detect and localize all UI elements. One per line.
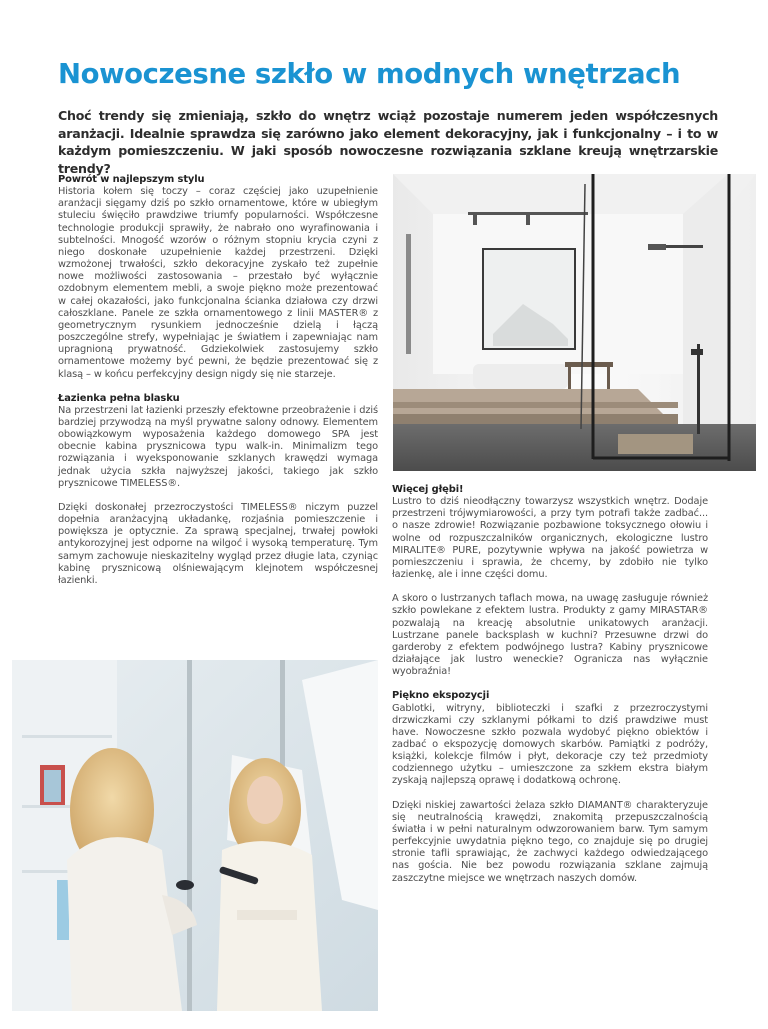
article-lead: Choć trendy się zmieniają, szkło do wnętrz wciąż pozostaje numerem jeden współczesnych aranżacji. Idealnie sprawdza się zarówno jako element dekoracyjny, jak i funkcjonalny – i to w każdym pomieszczeniu. W jaki sposób nowoczesne rozwiązania szklane kreują wnętrzarskie trendy?: [58, 108, 718, 176]
section-heading: Więcej głębi!: [392, 484, 464, 495]
article-title: Nowoczesne szkło w modnych wnętrzach: [58, 58, 681, 90]
section-piekno-ekspozycji: [392, 690, 708, 884]
bathroom-photo: [393, 174, 756, 471]
section-heading: Powrót w najlepszym stylu: [58, 174, 205, 185]
paragraph: Dzięki doskonałej przezroczystości TIMELESS® niczym puzzel dopełnia aranżacyjną układankę, rozjaśnia pomieszczenie i powiększa je optycznie. Za sprawą specjalnej, trwałej powłoki antykorozyjnej jest odporne na wilgoć i wysoką temperaturę. Tym samym zachowuje nieskazitelny wygląd przez długie lata, czyniąc kabinę prysznicową olśniewającym klejnotem współczesnej łazienki.: [58, 501, 378, 586]
section-wiecej-glebi: [392, 484, 708, 678]
paragraph: Historia kołem się toczy – coraz częściej jako uzupełnienie aranżacji sięgamy dziś po szkło ornamentowe, które w ubiegłym stuleciu święciło prawdziwe triumfy popularności. Współczesne technologie produkcji sprawiły, że nabrało ono wyrafinowania i subtelności. Mnogość wzorów o różnym stopniu krycia czyni z niego doskonałe uzupełnienie każdej przestrzeni. Dzięki wzmożonej trwałości, szkło dekoracyjne zyskało też zupełnie nowe możliwości zastosowania – przestało być wyłącznie ozdobnym elementem mebli, a swoje piękno może prezentować w całej okazałości, jako funkcjonalna ścianka działowa czy drzwi całoszklane. Panele ze szkła ornamentowego z linii MASTER® z geometrycznym rysunkiem jednocześnie dzielą i łączą poszczególne strefy, wypełniając je światłem i zapewniając nam upragnioną prywatność. Gdziekolwiek zastosujemy szkło ornamentowe możemy być pewni, że będzie prezentować się z klasą – w końcu perfekcyjny design nigdy się nie starzeje.: [58, 186, 378, 380]
paragraph: A skoro o lustrzanych taflach mowa, na uwagę zasługuje również szkło powlekane z efektem lustra. Produkty z gamy MIRASTAR® pozwalają na kreację absolutnie unikatowych aranżacji. Lustrzane panele backsplash w kuchni? Przesuwne drzwi do garderoby z efektem podwójnego lustra? Kabiny prysznicowe działające jak lustro weneckie? Ogranicza nas wyłącznie wyobraźnia!: [392, 593, 708, 678]
paragraph: Dzięki niskiej zawartości żelaza szkło DIAMANT® charakteryzuje się neutralnością krawędzi, znakomitą przepuszczalnością światła i w pełni naturalnym odwzorowaniem barw. Tym samym perfekcyjnie uwydatnia piękno tego, co znajduje się po drugiej stronie tafli sprawiając, że zachwyci każdego odwiedzającego nas gościa. Nie bez powodu rozwiązania szklane zajmują zaszczytne miejsce we wnętrzach naszych domów.: [392, 799, 708, 884]
right-column: [392, 484, 708, 897]
mirror-photo: [12, 660, 378, 1011]
paragraph: Na przestrzeni lat łazienki przeszły efektowne przeobrażenie i dziś bardziej przywodzą na myśl prywatne salony odnowy. Elementem obowiązkowym wyposażenia każdego domowego SPA jest obecnie kabina prysznicowa typu walk-in. Minimalizm tego rozwiązania i wyeksponowanie szklanych krawędzi wymaga jednak użycia szkła najwyższej jakości, takiego jak szkło prysznicowe TIMELESS®.: [58, 404, 378, 489]
paragraph: Lustro to dziś nieodłączny towarzysz wszystkich wnętrz. Dodaje przestrzeni trójwymiarowości, a przy tym potrafi także zadbać... o nasze zdrowie! Rozwiązanie pozbawione toksycznego ołowiu i wolne od rozpuszczalników organicznych, ekologiczne lustro MIRALITE® PURE, pozytywnie wpływa na jakość powietrza w pomieszczeniu i sprawia, że chcemy, by zdobiło nie tylko łazienkę, ale i inne części domu.: [392, 496, 708, 581]
paragraph: Gablotki, witryny, biblioteczki i szafki z przezroczystymi drzwiczkami czy szklanymi półkami to dziś prawdziwe must have. Nowoczesne szkło pozwala wydobyć piękno obiektów i zadbać o ekspozycję domowych skarbów. Pamiątki z podróży, książki, kolekcje filmów i płyt, dekoracje czy też przedmioty codziennego użytku – umieszczone za szkłem ekstra białym zyskają najlepszą oprawę i dodatkową ochronę.: [392, 702, 708, 787]
section-heading: Łazienka pełna blasku: [58, 392, 180, 404]
section-powrot: [58, 174, 378, 381]
mirror-photo-illustration: [12, 660, 378, 1011]
left-column: [58, 174, 378, 599]
section-lazienka: [58, 393, 378, 587]
section-heading: Piękno ekspozycji: [392, 690, 490, 702]
bathroom-photo-illustration: [393, 174, 756, 471]
